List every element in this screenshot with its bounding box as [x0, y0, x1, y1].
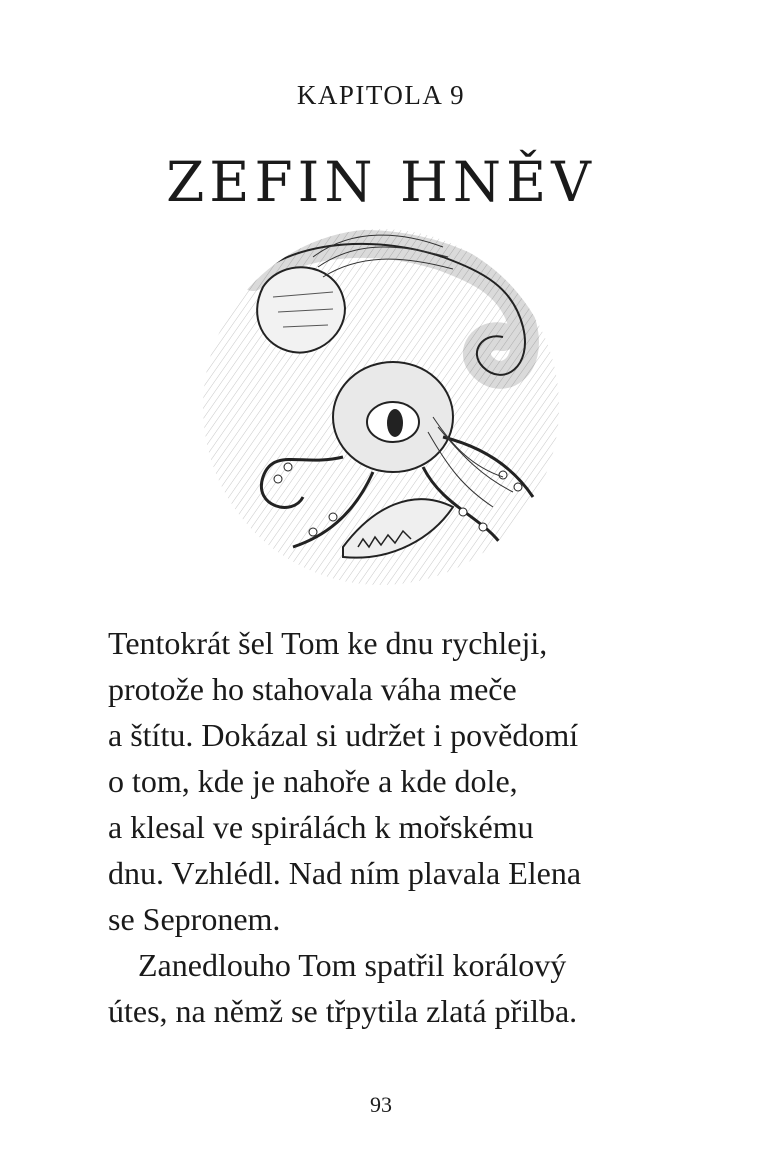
sea-serpent-octopus-illustration: [183, 217, 579, 597]
body-text: [108, 620, 668, 1034]
page-number: 93: [370, 1092, 392, 1117]
chapter-title: ZEFIN HNĚV: [166, 150, 596, 214]
paragraph: Zanedlouho Tom spatřil korálový útes, na němž se třpytila zlatá přilba.: [108, 947, 578, 1029]
paragraph: Tentokrát šel Tom ke dnu rychleji, protože ho stahovala váha meče a štítu. Dokázal si udržet i povědomí o tom, kde je nahoře a kde dole, a klesal ve spirálách k mořskému dnu. Vzhlédl. Nad ním plavala Elena se Sepronem.: [108, 625, 582, 937]
chapter-label: KAPITOLA 9: [296, 80, 466, 110]
